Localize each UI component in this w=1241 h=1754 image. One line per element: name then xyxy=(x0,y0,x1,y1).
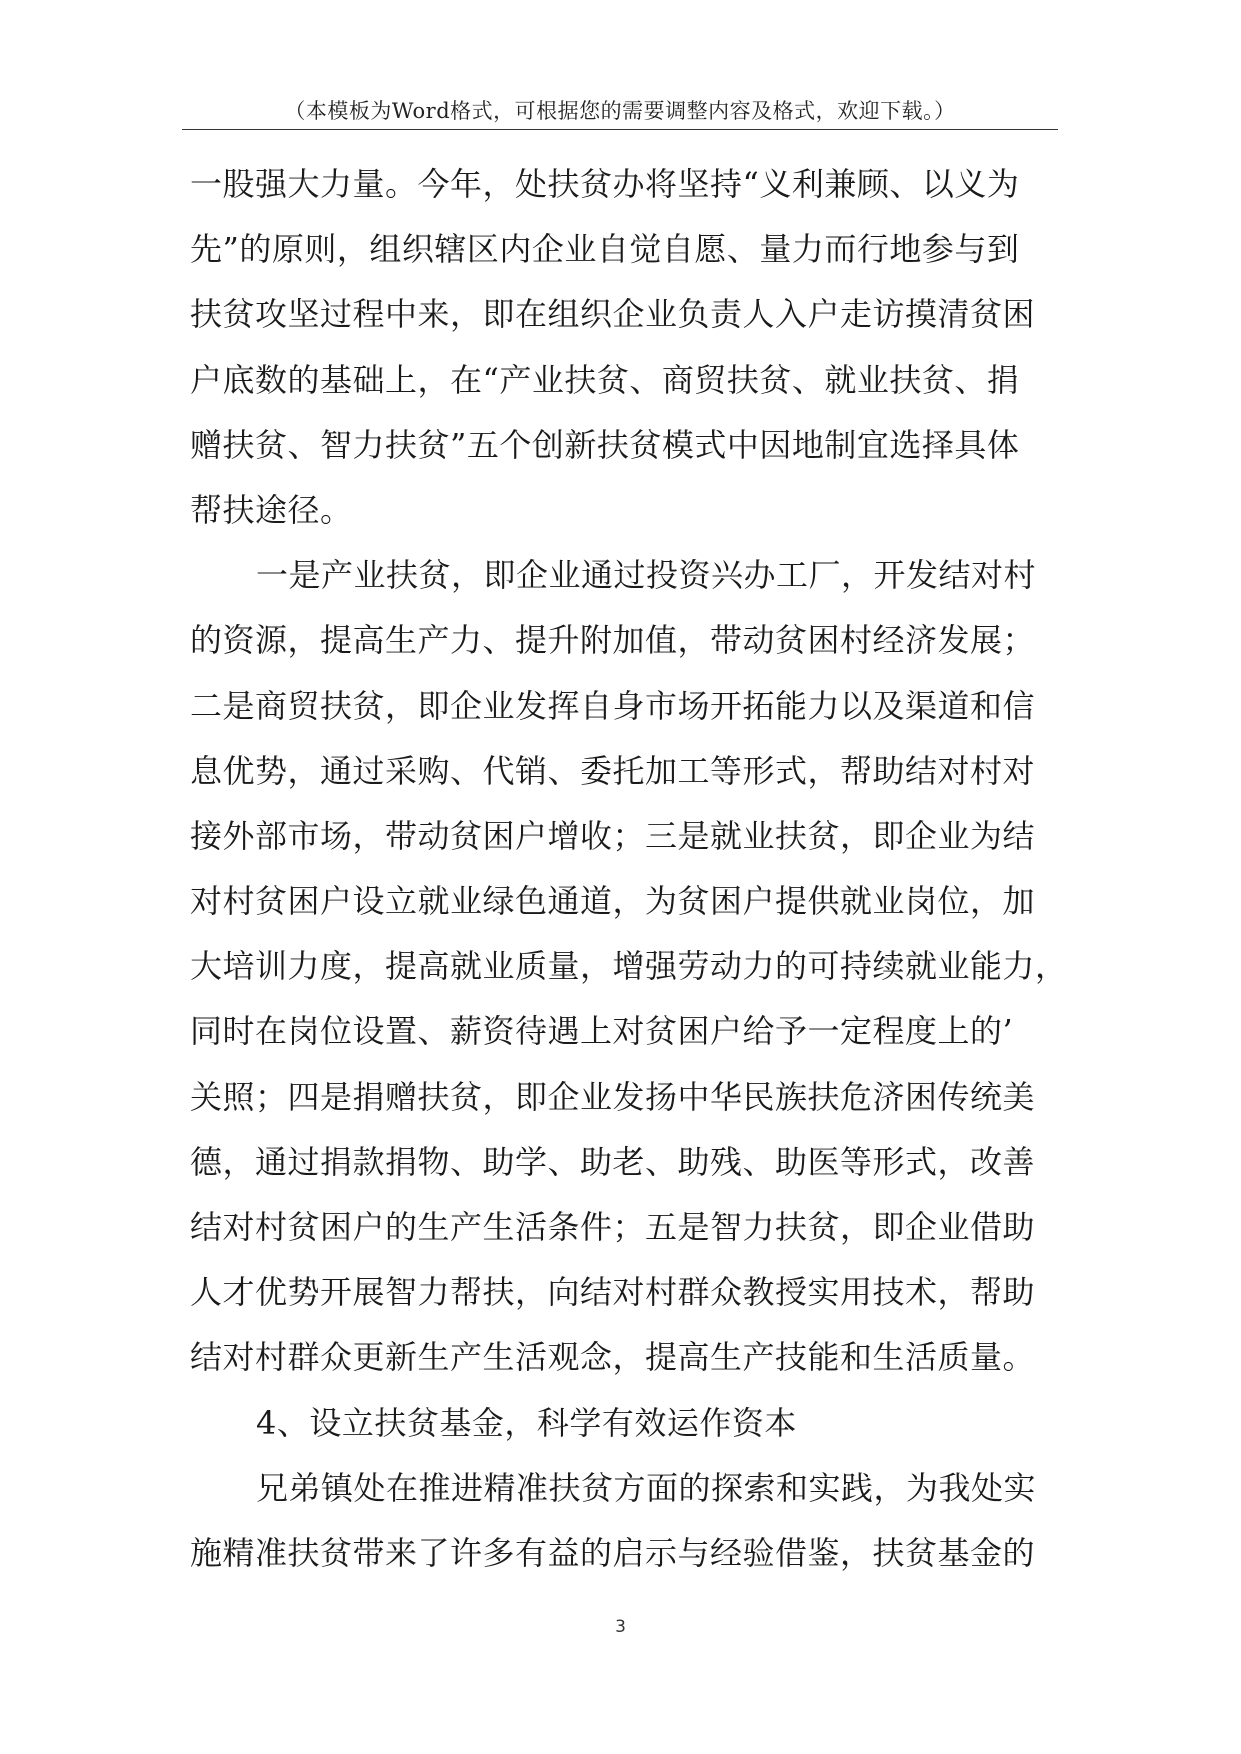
text-line: 兄弟镇处在推进精准扶贫方面的探索和实践，为我处实 xyxy=(256,1468,1037,1507)
template-note-header: （本模板为Word格式，可根据您的需要调整内容及格式，欢迎下载。） xyxy=(284,99,956,123)
text-line: 一是产业扶贫，即企业通过投资兴办工厂，开发结对村 xyxy=(256,556,1037,595)
text-line: 关照；四是捐赠扶贫，即企业发扬中华民族扶危济困传统美 xyxy=(190,1077,1036,1116)
text-line: 人才优势开展智力帮扶，向结对村群众教授实用技术，帮助 xyxy=(190,1273,1036,1312)
text-line: 先”的原则，组织辖区内企业自觉自愿、量力而行地参与到 xyxy=(190,230,1020,269)
text-line: 接外部市场，带动贫困户增收；三是就业扶贫，即企业为结 xyxy=(190,816,1036,855)
text-line: 息优势，通过采购、代销、委托加工等形式，帮助结对村对 xyxy=(190,751,1036,790)
text-line: 的资源，提高生产力、提升附加值，带动贫困村经济发展； xyxy=(190,621,1036,660)
section-heading: 4、设立扶贫基金，科学有效运作资本 xyxy=(256,1403,797,1442)
header-divider xyxy=(182,129,1058,130)
text-line: 结对村贫困户的生产生活条件；五是智力扶贫，即企业借助 xyxy=(190,1208,1036,1246)
text-line: 施精准扶贫带来了许多有益的启示与经验借鉴，扶贫基金的 xyxy=(190,1533,1036,1572)
text-line: 德，通过捐款捐物、助学、助老、助残、助医等形式，改善 xyxy=(190,1142,1036,1181)
text-line: 对村贫困户设立就业绿色通道，为贫困户提供就业岗位，加 xyxy=(190,882,1036,921)
body-text xyxy=(190,152,1070,1586)
text-line: 大培训力度，提高就业质量，增强劳动力的可持续就业能力， xyxy=(190,947,1068,986)
text-line: 结对村群众更新生产生活观念，提高生产技能和生活质量。 xyxy=(190,1338,1036,1377)
page-number: 3 xyxy=(615,1617,626,1637)
text-line: 扶贫攻坚过程中来，即在组织企业负责人入户走访摸清贫困 xyxy=(190,295,1036,334)
text-line: 一股强大力量。今年，处扶贫办将坚持“义利兼顾、以义为 xyxy=(190,165,1020,203)
text-line: 二是商贸扶贫，即企业发挥自身市场开拓能力以及渠道和信 xyxy=(190,686,1036,725)
text-line: 帮扶途径。 xyxy=(190,490,353,529)
text-line: 赠扶贫、智力扶贫”五个创新扶贫模式中因地制宜选择具体 xyxy=(190,425,1020,464)
text-line: 同时在岗位设置、薪资待遇上对贫困户给予一定程度上的’ xyxy=(190,1012,1014,1051)
text-line: 户底数的基础上，在“产业扶贫、商贸扶贫、就业扶贫、捐 xyxy=(190,360,1020,399)
